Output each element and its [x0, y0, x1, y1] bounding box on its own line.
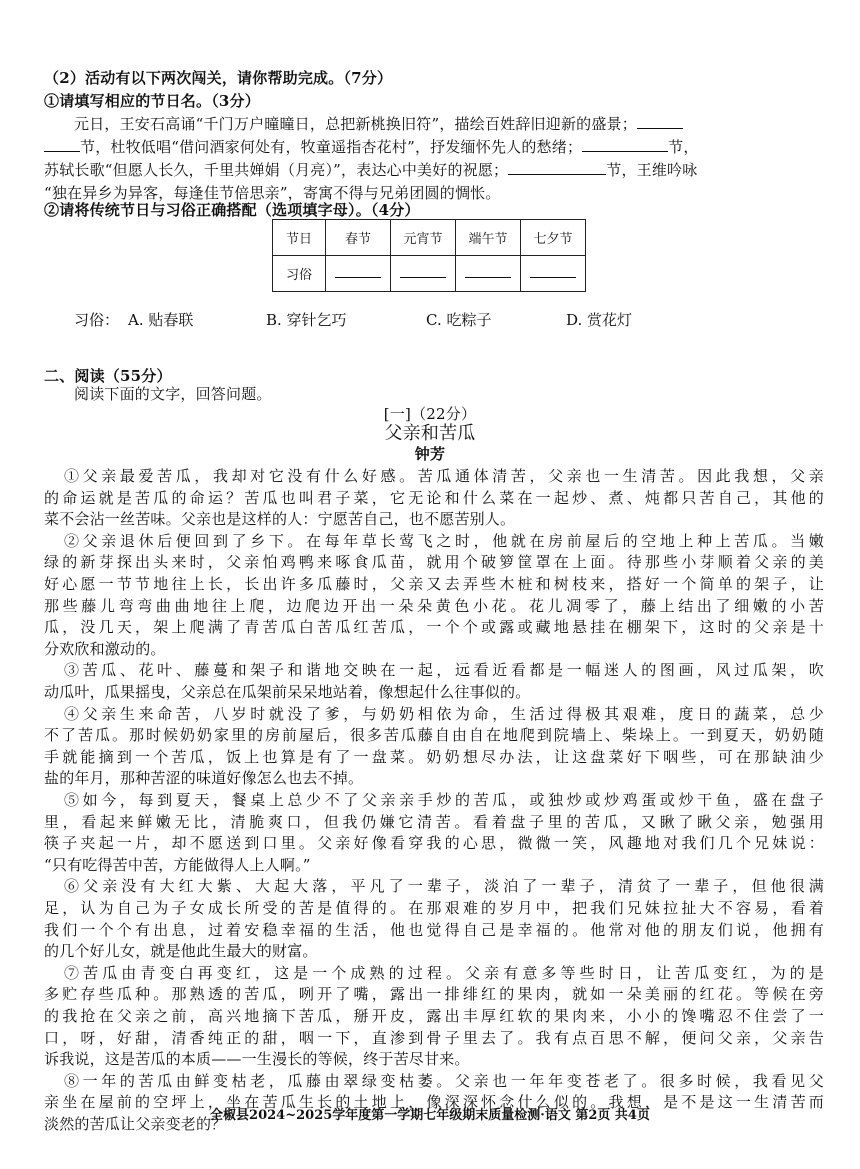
- section2-heading: 二、阅读（55分）: [44, 367, 172, 385]
- section2-instruction: 阅读下面的文字，回答问题。: [74, 385, 272, 403]
- page-footer: 全椒县2024~2025学年度第一学期七年级期末质量检测·语文 第2页 共4页: [210, 1108, 650, 1123]
- article-line: 瓜，没几天，架上爬满了青苦瓜白苦瓜红苦瓜，一个个或露或藏地悬挂在棚架下，这时的父亲是十: [44, 618, 824, 637]
- article-line: ⑤如今，每到夏天，餐桌上总少不了父亲亲手炒的苦瓜，或独炒或炒鸡蛋或炒干鱼，盛在盘子: [64, 791, 824, 809]
- article-author: 钟芳: [414, 445, 446, 463]
- article-line: ③苦瓜、花叶、藤蔓和架子和谐地交映在一起，远看近看都是一幅迷人的图画，风过瓜架，吹: [64, 661, 824, 680]
- table-header-custom: 习俗: [273, 256, 326, 292]
- option-b: B. 穿针乞巧: [266, 311, 347, 329]
- answer-blank[interactable]: [335, 265, 381, 278]
- article-line: ②父亲退休后便回到了乡下。在每年草长莺飞之时，他就在房前屋后的空地上种上苦瓜。当嫩: [64, 531, 824, 550]
- answer-blank[interactable]: [44, 137, 80, 152]
- article-line: ⑥父亲没有大红大紫、大起大落，平凡了一辈子，淡泊了一辈子，清贫了一辈子，但他很满: [64, 877, 824, 896]
- article-line: 那些藤儿弯弯曲曲地往上爬，边爬边开出一朵朵黄色小花。花儿凋零了，藤上结出了细嫩的小苦: [44, 596, 824, 615]
- q2-part1-line1: [74, 114, 824, 134]
- article-line: 动瓜叶，瓜果摇曳，父亲总在瓜架前呆呆地站着，像想起什么往事似的。: [44, 683, 531, 701]
- q2-part2-heading: ②请将传统节日与习俗正确搭配（选项填字母）。（4分）: [44, 201, 420, 219]
- answer-blank[interactable]: [508, 160, 606, 175]
- article-title: 父亲和苦瓜: [384, 423, 476, 444]
- article-line: 足，认为自己为子女成长所受的苦是值得的。在那艰难的岁月中，把我们兄妹拉扯大不容易，看着: [44, 899, 824, 917]
- article-line: ①父亲最爱苦瓜，我却对它没有什么好感。苦瓜通体清苦，父亲也一生清苦。因此我想，父亲: [64, 467, 824, 485]
- answer-blank[interactable]: [637, 114, 683, 129]
- option-a: A. 贴春联: [128, 311, 194, 329]
- article-line: 好心愿一节节地往上长，长出许多瓜藤时，父亲又去弄些木桩和树枝来，搭好一个简单的架子，让: [44, 575, 824, 593]
- table-cell-festival: 元宵节: [391, 220, 456, 256]
- answer-blank[interactable]: [465, 265, 511, 278]
- q2-part1-line2: [44, 137, 824, 157]
- festival-custom-table: [272, 219, 586, 292]
- table-header-festival: 节日: [273, 220, 326, 256]
- article-line: 不了苦瓜。那时候奶奶家里的房前屋后，很多苦瓜藤自由自在地爬到院墙上、柴垛上。一到夏天，奶奶随: [44, 726, 824, 745]
- article-line: ④父亲生来命苦，八岁时就没了爹，与奶奶相依为命，生活过得极其艰难，度日的蔬菜，总少: [64, 704, 824, 723]
- options-label: 习俗：: [74, 311, 120, 329]
- article-line: 绿的新芽探出头来时，父亲怕鸡鸭来啄食瓜苗，就用个破箩筐罩在上面。待那些小芽顺着父亲的美: [44, 553, 824, 572]
- option-c: C. 吃粽子: [426, 311, 492, 329]
- q2-part1-text3a: 苏轼长歌“但愿人长久，千里共婵娟（月亮）”，表达心中美好的祝愿；: [44, 161, 509, 179]
- q2-part1-text1: 元日，王安石高诵“千门万户曈曈日，总把新桃换旧符”，描绘百姓辞旧迎新的盛景；: [74, 115, 637, 133]
- article-line: 手就能摘到一个苦瓜，饭上也算是有了一盘菜。奶奶想尽办法，让这盘菜好下咽些，可在那缺油少: [44, 747, 824, 766]
- q2-part1-line3: [44, 160, 824, 180]
- q2-part1-heading: ①请填写相应的节日名。（3分）: [44, 92, 260, 110]
- table-cell-festival: 七夕节: [521, 220, 586, 256]
- article-line: ⑦苦瓜由青变白再变红，这是一个成熟的过程。父亲有意多等些时日，让苦瓜变红，为的是: [64, 963, 824, 982]
- answer-blank[interactable]: [582, 137, 668, 152]
- article-line: 盐的年月，那种苦涩的味道好像怎么也去不掉。: [44, 769, 364, 788]
- article-line: 里，看起来鲜嫩无比，清脆爽口，但我仍嫌它清苦。看着盘子里的苦瓜，又瞅了瞅父亲，勉强用: [44, 812, 824, 831]
- part-label: [一]（22分）: [383, 405, 477, 423]
- table-answer-cell[interactable]: [521, 256, 586, 292]
- article-line: 的我抢在父亲之前，高兴地摘下苦瓜，掰开皮，露出丰厚红软的果肉来，小小的馋嘴忍不住尝了一: [44, 1007, 824, 1025]
- article-line: 的几个好儿女，就是他此生最大的财富。: [44, 942, 318, 961]
- article-line: 多贮存些瓜种。那熟透的苦瓜，咧开了嘴，露出一排绯红的果肉，就如一朵美丽的红花。等候在旁: [44, 985, 824, 1004]
- q2-part1-text3b: 节，王维吟咏: [606, 161, 698, 179]
- article-line: 我们一个个有出息，过着安稳幸福的生活，他也觉得自己是幸福的。他常对他的朋友们说，他拥有: [44, 920, 824, 939]
- article-line: 筷子夹起一片，却不愿送到口里。父亲好像看穿我的心思，微微一笑，风趣地对我们几个兄妹说：: [44, 834, 824, 853]
- article-line: “只有吃得苦中苦，方能做得人上人啊。”: [44, 855, 311, 874]
- article-line: 分欢欣和激动的。: [44, 639, 166, 658]
- q2-heading: （2）活动有以下两次闯关，请你帮助完成。（7分）: [44, 69, 393, 87]
- article-line: 亲坐在屋前的空坪上，坐在苦瓜生长的土地上，像深深怀念什么似的。我想，是不是这一生清苦而: [44, 1093, 824, 1112]
- table-answer-cell[interactable]: [326, 256, 391, 292]
- article-line: 的命运就是苦瓜的命运？苦瓜也叫君子菜，它无论和什么菜在一起炒、煮、炖都只苦自己，其他的: [44, 488, 824, 507]
- q2-part1-text2a: 节，杜牧低唱“借问酒家何处有，牧童遥指杏花村”，抒发缅怀先人的愁绪；: [80, 138, 583, 156]
- option-d: D. 赏花灯: [566, 311, 633, 329]
- table-answer-cell[interactable]: [456, 256, 521, 292]
- answer-blank[interactable]: [400, 265, 446, 278]
- article-line: 诉我说，这是苦瓜的本质——一生漫长的等候，终于苦尽甘来。: [44, 1050, 470, 1069]
- q2-part1-text2b: 节，: [668, 138, 699, 156]
- article-line: 菜不会沾一丝苦味。父亲也是这样的人：宁愿苦自己，也不愿苦别人。: [44, 510, 516, 529]
- q2-part1-line4: “独在异乡为异客，每逢佳节倍思亲”，寄寓不得与兄弟团圆的惆怅。: [44, 184, 501, 202]
- article-line: 淡然的苦瓜让父亲变老的？: [44, 1115, 227, 1133]
- answer-blank[interactable]: [530, 265, 576, 278]
- table-cell-festival: 端午节: [456, 220, 521, 256]
- table-cell-festival: 春节: [326, 220, 391, 256]
- article-line: ⑧一年的苦瓜由鲜变枯老，瓜藤由翠绿变枯萎。父亲也一年年变苍老了。很多时候，我看见父: [64, 1071, 824, 1090]
- article-line: 口，呀，好甜，清香纯正的甜，咽一下，直渗到骨子里去了。我有点百思不解，便问父亲，父亲告: [44, 1028, 824, 1047]
- table-answer-cell[interactable]: [391, 256, 456, 292]
